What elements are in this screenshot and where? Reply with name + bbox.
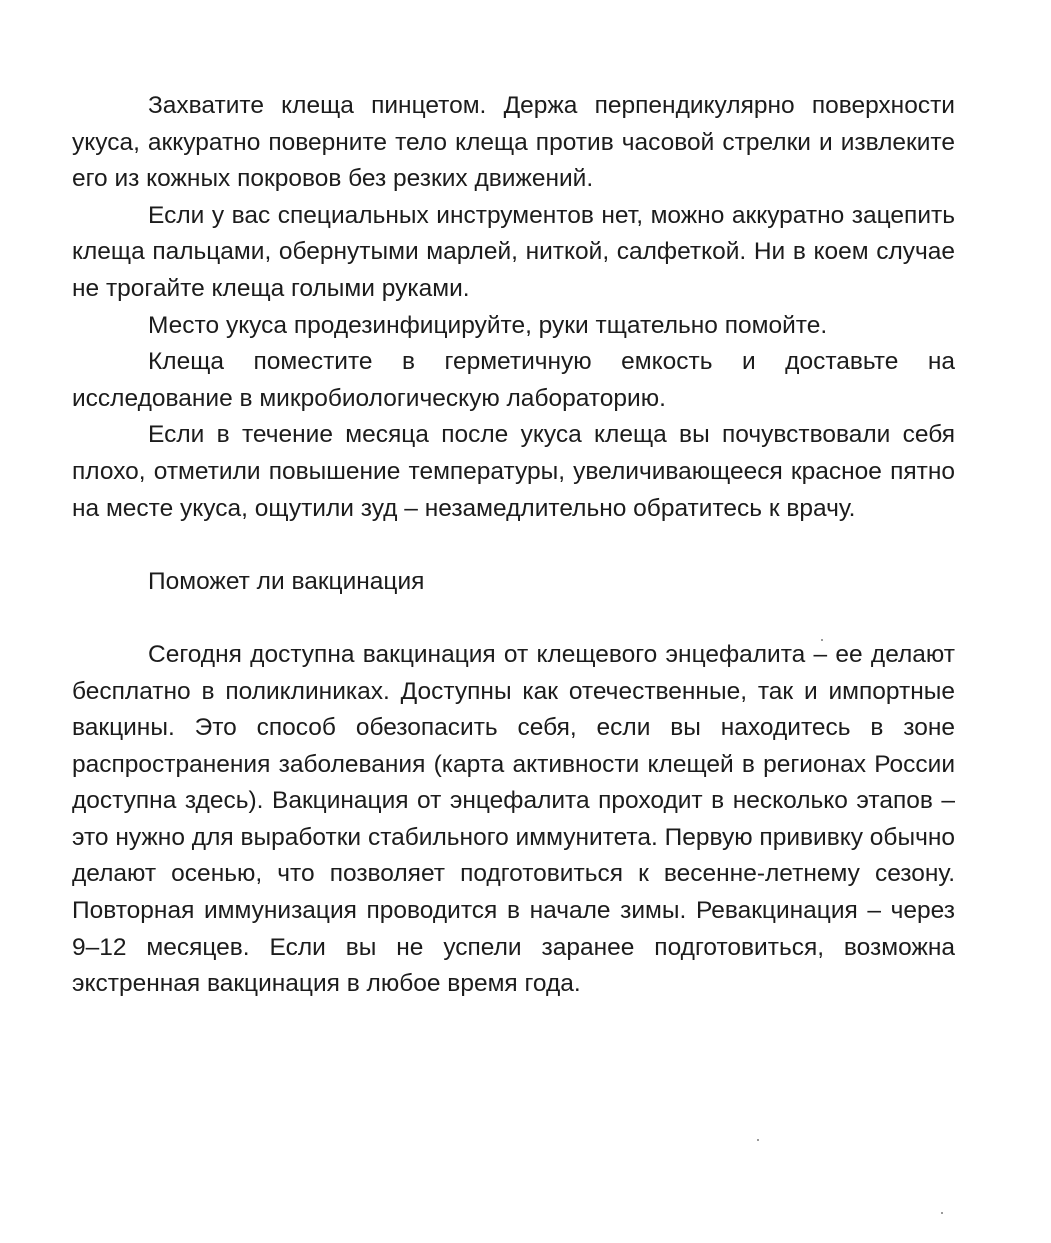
paragraph-tick-removal: Захватите клеща пинцетом. Держа перпендикулярно поверхности укуса, аккуратно поверните тело клеща против часовой стрелки и извлеките его из кожных покровов без резких движений. xyxy=(72,92,955,193)
section-heading: Поможет ли вакцинация xyxy=(148,567,425,595)
paragraph-see-doctor: Если в течение месяца после укуса клеща вы почувствовали себя плохо, отметили повышение температуры, увеличивающееся красное пятно на месте укуса, ощутили зуд – незамедлительно обратитесь к врачу. xyxy=(72,421,955,522)
paragraph-no-instruments: Если у вас специальных инструментов нет, можно аккуратно зацепить клеща пальцами, обернутыми марлей, ниткой, салфеткой. Ни в коем случае не трогайте клеща голыми руками. xyxy=(72,201,955,302)
scan-speck xyxy=(821,639,823,641)
document-page xyxy=(72,88,955,1003)
paragraph-disinfect: Место укуса продезинфицируйте, руки тщательно помойте. xyxy=(148,311,828,339)
paragraph-vaccination: Сегодня доступна вакцинация от клещевого энцефалита – ее делают бесплатно в поликлиниках. Доступны как отечественные, так и импортные вакцины. Это способ обезопасить себя, если вы находитесь в зоне распространения заболевания (карта активности клещей в регионах России доступна здесь). Вакцинация от энцефалита проходит в несколько этапов – это нужно для выработки стабильного иммунитета. Первую прививку обычно делают осенью, что позволяет подготовиться к весенне-летнему сезону. Повторная иммунизация проводится в начале зимы. Ревакцинация – через 9–12 месяцев. Если вы не успели заранее подготовиться, возможна экстренная вакцинация в любое время года. xyxy=(72,640,955,998)
paragraph-laboratory: Клеща поместите в герметичную емкость и доставьте на исследование в микробиологическую лабораторию. xyxy=(72,348,955,412)
scan-speck xyxy=(757,1139,759,1141)
scan-speck xyxy=(941,1212,943,1214)
